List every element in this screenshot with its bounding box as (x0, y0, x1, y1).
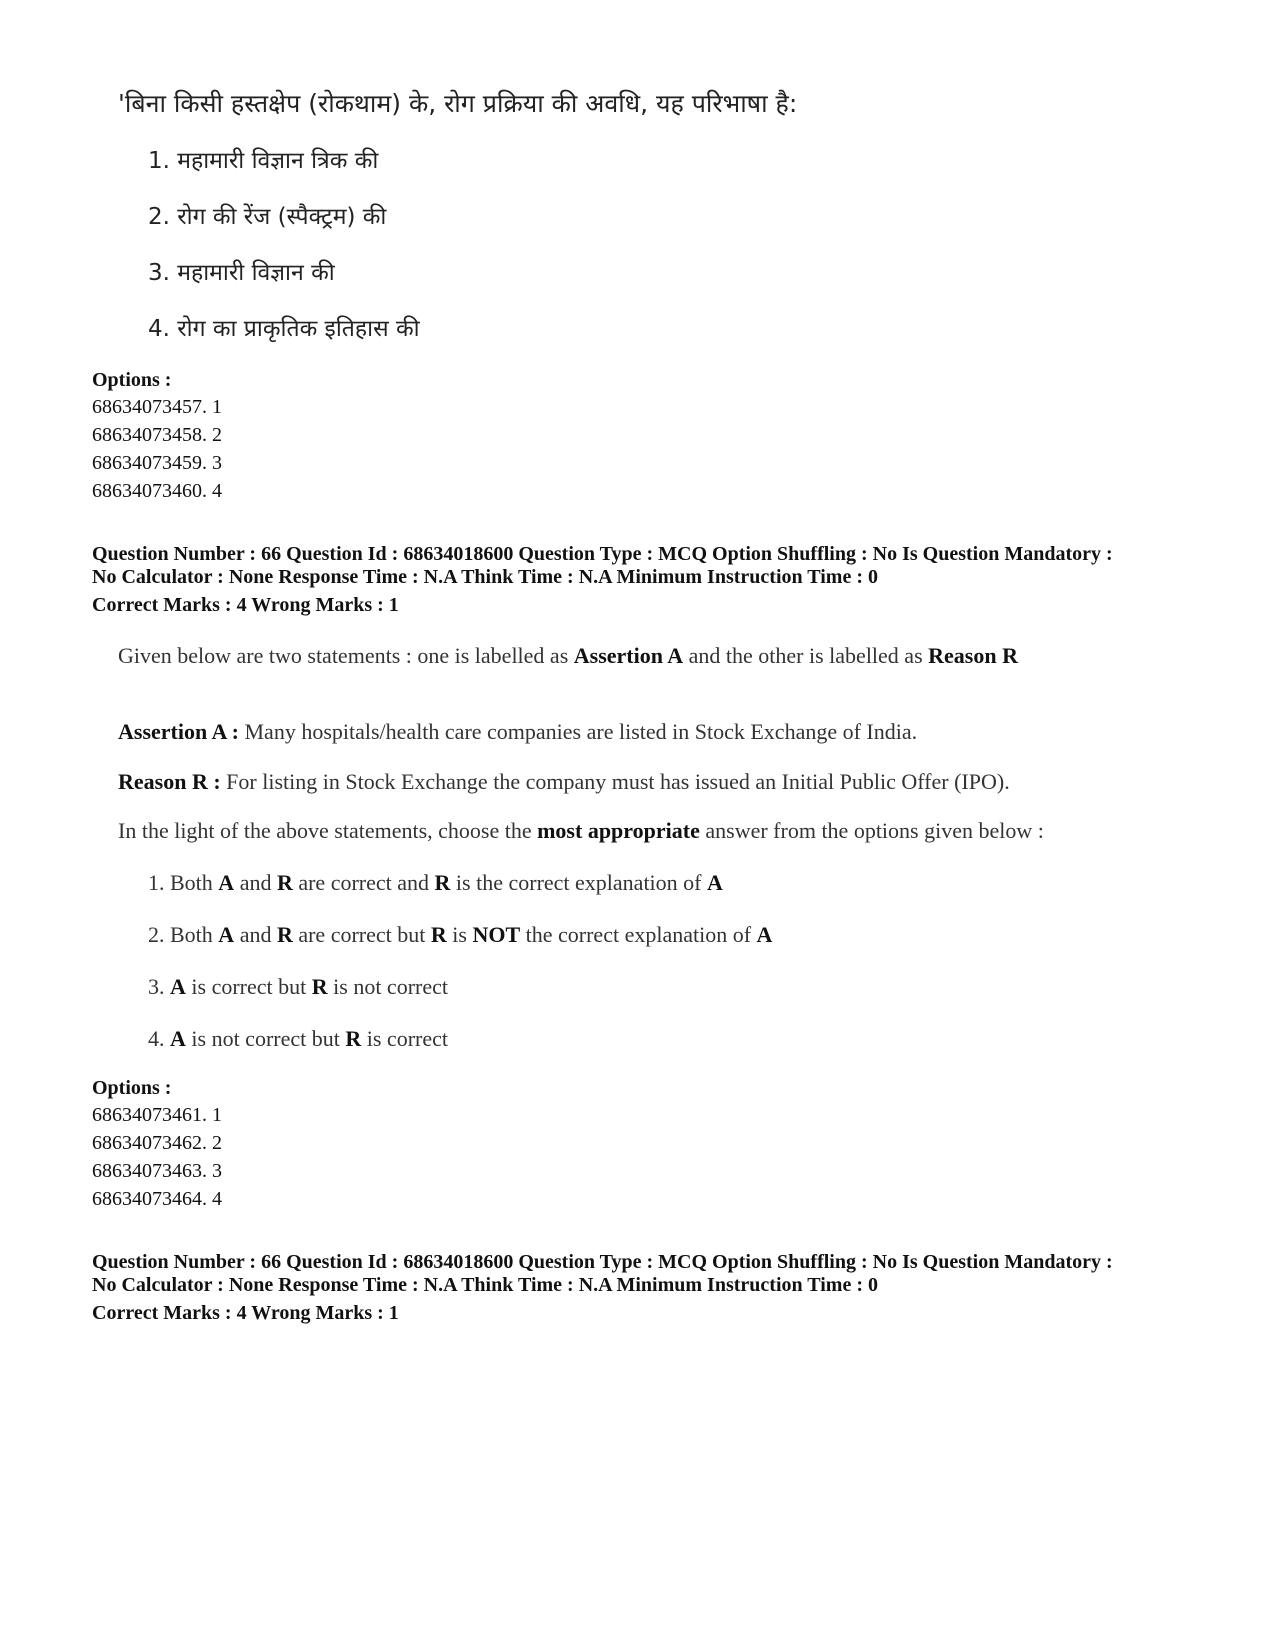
hindi-choice-1: 1. महामारी विज्ञान त्रिक की (148, 148, 379, 174)
question-meta-line2: No Calculator : None Response Time : N.A Think Time : N.A Minimum Instruction Time : 0 (92, 1274, 878, 1296)
reason-statement: Reason R : For listing in Stock Exchange the company must has issued an Initial Public Offer (IPO). (118, 769, 1010, 794)
option-line: 68634073458. 2 (92, 424, 222, 446)
option-line: 68634073463. 3 (92, 1160, 222, 1182)
options-heading: Options : (92, 369, 172, 391)
question-instruction: In the light of the above statements, choose the most appropriate answer from the options given below : (118, 818, 1044, 843)
choice-4: 4. A is not correct but R is correct (148, 1026, 448, 1051)
choice-3: 3. A is correct but R is not correct (148, 974, 448, 999)
hindi-choice-4: 4. रोग का प्राकृतिक इतिहास की (148, 316, 420, 342)
hindi-choice-2: 2. रोग की रेंज (स्पैक्ट्रम) की (148, 204, 387, 230)
choice-1: 1. Both A and R are correct and R is the correct explanation of A (148, 870, 723, 895)
question-marks: Correct Marks : 4 Wrong Marks : 1 (92, 1302, 399, 1324)
option-line: 68634073460. 4 (92, 480, 222, 502)
options-heading: Options : (92, 1077, 172, 1099)
question-meta-line1: Question Number : 66 Question Id : 68634018600 Question Type : MCQ Option Shuffling : No Is Question Mandatory : (92, 1251, 1113, 1273)
hindi-question-stem: 'बिना किसी हस्तक्षेप (रोकथाम) के, रोग प्रक्रिया की अवधि, यह परिभाषा है: (118, 89, 798, 118)
assertion-statement: Assertion A : Many hospitals/health care companies are listed in Stock Exchange of India. (118, 719, 918, 744)
question-meta-line1: Question Number : 66 Question Id : 68634018600 Question Type : MCQ Option Shuffling : No Is Question Mandatory : (92, 543, 1113, 565)
option-line: 68634073459. 3 (92, 452, 222, 474)
hindi-choice-3: 3. महामारी विज्ञान की (148, 260, 335, 286)
option-line: 68634073457. 1 (92, 396, 222, 418)
option-line: 68634073461. 1 (92, 1104, 222, 1126)
option-line: 68634073462. 2 (92, 1132, 222, 1154)
choice-2: 2. Both A and R are correct but R is NOT the correct explanation of A (148, 922, 773, 947)
option-line: 68634073464. 4 (92, 1188, 222, 1210)
question-intro: Given below are two statements : one is labelled as Assertion A and the other is labelled as Reason R (118, 643, 1018, 668)
question-meta-line2: No Calculator : None Response Time : N.A Think Time : N.A Minimum Instruction Time : 0 (92, 566, 878, 588)
question-marks: Correct Marks : 4 Wrong Marks : 1 (92, 594, 399, 616)
